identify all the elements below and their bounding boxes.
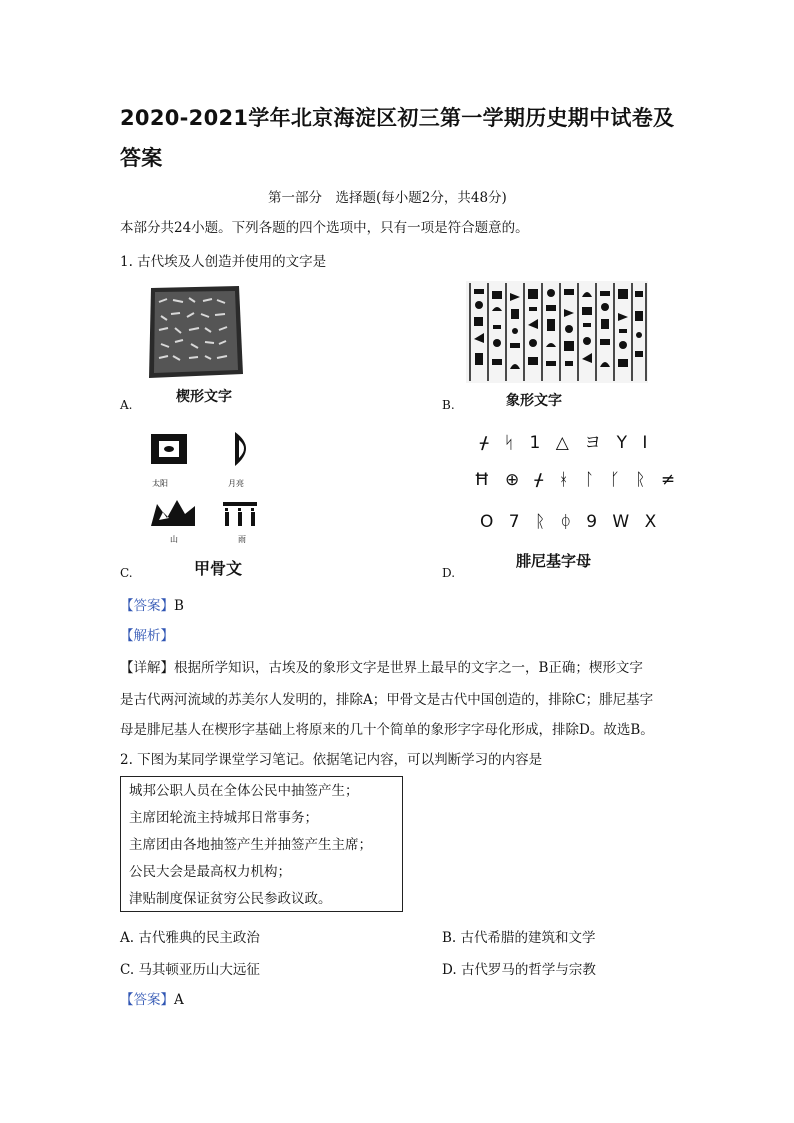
cuneiform-tablet-image [145,284,245,380]
q2-option-d [442,958,596,978]
hieroglyphs-image [466,281,648,383]
q2-option-a-text: 古代雅典的民主政治 [138,930,260,946]
q2-option-d-text: 古代罗马的哲学与宗教 [460,962,596,978]
q2-option-c-text: 马其顿亚历山大远征 [138,962,260,978]
question-2-stem: 2. 下图为某同学课堂学习笔记。依据笔记内容，可以判断学习的内容是 [120,752,543,768]
note-line-1: 城邦公职人员在全体公民中抽签产生； [129,783,359,799]
q2-option-a-letter: A. [120,930,135,946]
part-intro: 本部分共24小题。下列各题的四个选项中，只有一项是符合题意的。 [120,220,529,236]
detail-line-3: 母是腓尼基人在楔形字基础上将原来的几十个简单的象形字字母化形成，排除D。故选B。 [120,722,654,738]
answer-label: 【答案】 [120,598,174,614]
q2-option-c [120,958,260,978]
note-line-3: 主席团由各地抽签产生并抽签产生主席； [129,837,372,853]
option-a-caption: 楔形文字 [176,389,232,405]
oracle-gloss-rain: 雨 [238,535,246,544]
analysis-label: 【解析】 [120,628,174,644]
q2-option-a [120,926,260,946]
q2-option-c-letter: C. [120,962,135,978]
q2-option-b-text: 古代希腊的建筑和文学 [460,930,596,946]
q2-option-b-letter: B. [442,930,457,946]
note-line-2: 主席团轮流主持城邦日常事务； [129,810,318,826]
question-1-stem: 1. 古代埃及人创造并使用的文字是 [120,254,327,270]
oracle-gloss-sun: 太阳 [152,479,168,488]
option-a-letter: A. [120,398,133,412]
note-line-5: 津贴制度保证贫穷公民参政议政。 [129,891,332,907]
class-notes-box [120,776,403,912]
option-b-letter: B. [442,398,455,412]
option-b-caption: 象形文字 [506,393,562,409]
option-c-caption: 甲骨文 [194,559,243,578]
phoenician-row-2: Ħ ⊕ ᚋ ᚼ ᛚ ᚴ ᚱ ≠ [474,470,681,490]
option-c-letter: C. [120,566,133,580]
q2-answer-label: 【答案】 [120,992,174,1008]
q2-answer-value: A [174,992,184,1008]
document-title: 2020-2021学年北京海淀区初三第一学期历史期中试卷及答案 [120,106,675,170]
note-line-4: 公民大会是最高权力机构； [129,864,291,880]
detail-text-1: 根据所学知识，古埃及的象形文字是世界上最早的文字之一，B正确；楔形文字 [174,660,643,676]
detail-line-1 [120,656,643,676]
question-2-answer [120,988,184,1008]
option-d-letter: D. [442,566,456,580]
q2-option-b [442,926,596,946]
phoenician-row-1: ᚋ ᛋ 1 △ ヨ Y I [480,433,653,453]
oracle-gloss-mountain: 山 [170,535,178,544]
phoenician-row-3: O 7 ᚱ ᛰ 9 W X [480,512,662,532]
part-heading: 第一部分 选择题(每小题2分，共48分) [268,190,507,206]
question-1-answer [120,594,184,614]
option-d-caption: 腓尼基字母 [516,552,592,570]
detail-line-2: 是古代两河流域的苏美尔人发明的，排除A；甲骨文是古代中国创造的，排除C；腓尼基字 [120,692,654,708]
answer-value: B [174,598,184,614]
oracle-gloss-moon: 月亮 [228,479,244,488]
q2-option-d-letter: D. [442,962,457,978]
detail-label: 【详解】 [120,660,174,676]
